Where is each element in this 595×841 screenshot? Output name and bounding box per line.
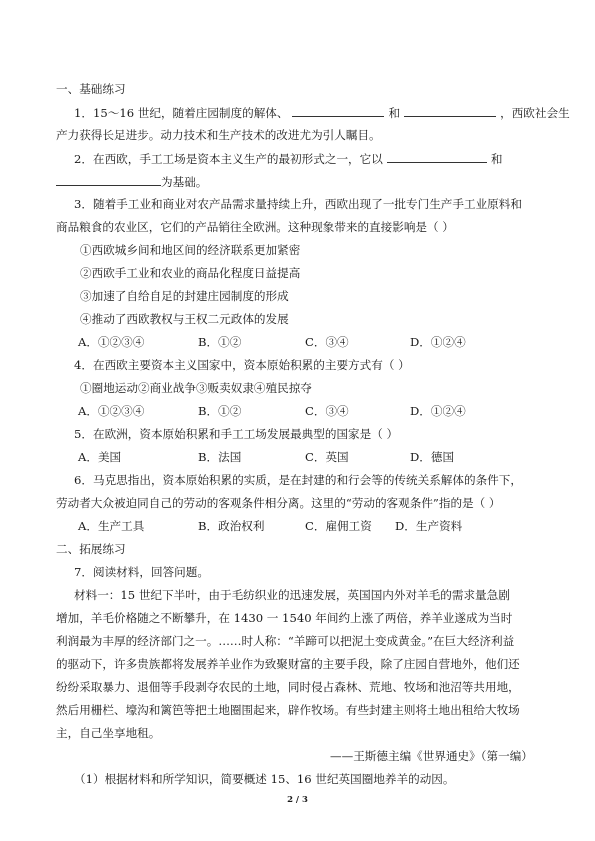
q6-option-c[interactable]: C．雇佣工资 — [305, 519, 372, 533]
q3-item-2: ②西欧手工业和农业的商品化程度日益提高 — [80, 266, 301, 280]
question-6-line-1: 6．马克思指出，资本原始积累的实质，是在封建的和行会等的传统关系解体的条件下， — [74, 473, 522, 487]
question-3-line-1: 3．随着手工业和商业对农产品需求量持续上升，西欧出现了一批专门生产手工业原料和 — [74, 197, 522, 211]
q5-option-a[interactable]: A．美国 — [78, 450, 122, 464]
q3-item-3: ③加速了自给自足的封建庄园制度的形成 — [80, 289, 289, 303]
q6-option-a[interactable]: A．生产工具 — [78, 519, 145, 533]
q2-text-pre: 2．在西欧，手工工场是资本主义生产的最初形式之一，它以 — [74, 152, 383, 166]
q3-option-d[interactable]: D．①②④ — [410, 335, 466, 349]
q3-item-1: ①西欧城乡间和地区间的经济联系更加紧密 — [80, 243, 301, 257]
q1-blank-1[interactable] — [292, 105, 384, 117]
q5-option-b[interactable]: B．法国 — [198, 450, 242, 464]
section-heading-basic: 一、基础练习 — [56, 82, 126, 96]
q7-source-citation: ——王斯德主编《世界通史》（第一编） — [330, 749, 533, 763]
q7-material-line-1: 材料一：15 世纪下半叶，由于毛纺织业的迅速发展，英国国内外对羊毛的需求量急剧 — [74, 588, 510, 602]
q7-subquestion-1: （1）根据材料和所学知识，简要概述 15、16 世纪英国圈地养羊的动因。 — [74, 772, 455, 786]
page-number: 2 / 3 — [287, 795, 308, 805]
q2-blank-1[interactable] — [387, 151, 487, 163]
q1-blank-2[interactable] — [404, 105, 496, 117]
q7-material-line-6: 然后用栅栏、壕沟和篱笆等把土地圈围起来，辟作牧场。有些封建主则将土地出租给大牧场 — [56, 703, 520, 717]
q3-item-4: ④推动了西欧教权与王权二元政体的发展 — [80, 312, 289, 326]
question-5-stem: 5．在欧洲，资本原始积累和手工工场发展最典型的国家是（ ） — [74, 427, 399, 441]
q7-material-line-2: 增加，羊毛价格随之不断攀升，在 1430 一 1540 年间约上涨了两倍，养羊业遂成为当时 — [56, 611, 513, 625]
q2-blank-2[interactable] — [56, 174, 161, 186]
question-4-stem: 4．在西欧主要资本主义国家中，资本原始积累的主要方式有（ ） — [74, 358, 410, 372]
q3-option-a[interactable]: A．①②③④ — [78, 335, 145, 349]
q7-material-line-3: 利润最为丰厚的经济部门之一。……时人称：“羊蹄可以把泥土变成黄金。”在巨大经济利益 — [56, 634, 515, 648]
q4-items: ①圈地运动②商业战争③贩卖奴隶④殖民掠夺 — [80, 381, 312, 395]
question-6-line-2: 劳动者大众被迫同自己的劳动的客观条件相分离。这里的“劳动的客观条件”指的是（ ） — [56, 496, 501, 510]
q4-option-b[interactable]: B．①② — [198, 404, 242, 418]
q4-option-a[interactable]: A．①②③④ — [78, 404, 145, 418]
question-2-line-2 — [56, 174, 207, 189]
question-1-line-1 — [74, 105, 570, 120]
q2-text-mid: 和 — [490, 152, 503, 166]
q1-text-mid: 和 — [388, 106, 401, 120]
q2-text-post: 为基础。 — [161, 175, 208, 189]
q5-option-d[interactable]: D．德国 — [410, 450, 455, 464]
q7-material-line-4: 的驱动下，许多贵族都将发展养羊业作为致聚财富的主要手段，除了庄园自营地外，他们还 — [56, 657, 520, 671]
q7-material-line-7: 主，自己坐享地租。 — [56, 726, 161, 740]
q5-option-c[interactable]: C．英国 — [305, 450, 349, 464]
question-1-line-2: 产力获得长足进步。动力技术和生产技术的改进尤为引人瞩目。 — [56, 128, 381, 142]
q4-option-d[interactable]: D．①②④ — [410, 404, 466, 418]
q6-option-d[interactable]: D．生产资料 — [395, 519, 463, 533]
q1-text-post: ，西欧社会生 — [500, 106, 570, 120]
question-2-line-1 — [74, 151, 502, 166]
section-heading-extend: 二、拓展练习 — [56, 542, 126, 556]
q3-option-b[interactable]: B．①② — [198, 335, 242, 349]
question-7-stem: 7．阅读材料，回答问题。 — [74, 565, 209, 579]
q1-text-pre: 1．15～16 世纪，随着庄园制度的解体、 — [74, 106, 289, 120]
q7-material-line-5: 纷纷采取暴力、退佃等手段剥夺农民的土地，同时侵占森林、荒地、牧场和池沼等共用地， — [56, 680, 520, 694]
q6-option-b[interactable]: B．政治权利 — [198, 519, 265, 533]
question-3-line-2: 商品粮食的农业区，它们的产品销往全欧洲。这种现象带来的直接影响是（ ） — [56, 220, 454, 234]
q3-option-c[interactable]: C．③④ — [305, 335, 349, 349]
q4-option-c[interactable]: C．③④ — [305, 404, 349, 418]
